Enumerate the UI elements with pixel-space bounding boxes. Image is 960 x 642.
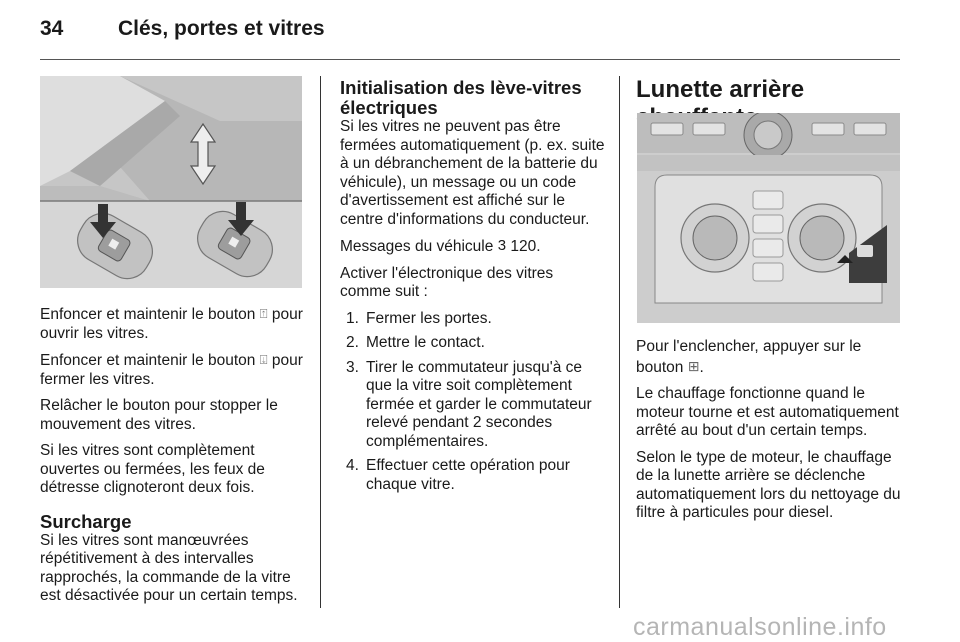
window-switch-illustration — [40, 76, 302, 288]
text-close-b: pour fermer les vitres. — [40, 352, 303, 388]
page-reference-arrow-icon[interactable]: 3 — [497, 237, 507, 254]
rear-window-heating-icon: ⊞ — [687, 357, 700, 374]
text-enable: Pour l'enclencher, appuyer sur le bouton — [636, 338, 862, 376]
column-right-body — [636, 338, 902, 531]
paragraph-vehicle-messages — [340, 237, 605, 257]
text-vehicle-messages: Messages du véhicule — [340, 238, 494, 255]
paragraph-heating-operation: Le chauffage fonctionne quand le moteur tourne et est automatiquement arrêté au bout d'un certain temps. — [636, 385, 899, 439]
header-rule — [40, 59, 900, 60]
step-text: Tirer le commutateur jusqu'à ce que la vitre soit complètement fermée et garder le commutateur relevé pendant 2 secondes complémentaires. — [366, 358, 592, 450]
step-number: 3. — [346, 358, 359, 376]
window-open-switch-icon: ⍐ — [259, 306, 268, 321]
list-item — [340, 359, 605, 452]
step-text: Mettre le contact. — [366, 334, 485, 351]
heading-initialisation: Initialisation des lève-vitres électriques — [340, 77, 582, 118]
column-divider-1 — [320, 76, 321, 608]
paragraph-release: Relâcher le bouton pour stopper le mouvement des vitres. — [40, 397, 278, 433]
paragraph-hazard: Si les vitres sont complètement ouvertes ou fermées, les feux de détresse clignoteront deux fois. — [40, 442, 265, 496]
paragraph-enable — [636, 338, 902, 377]
text-enable-end: . — [699, 358, 704, 376]
list-item — [340, 334, 605, 353]
watermark: carmanualsonline.info — [633, 613, 887, 641]
paragraph-diesel: Selon le type de moteur, le chauffage de la lunette arrière se déclenche automatiquement lors du nettoyage du filtre à particules pour diesel. — [636, 448, 901, 521]
paragraph-close-windows — [40, 351, 308, 389]
text-open-a: Enfoncer et maintenir le bouton — [40, 306, 256, 323]
page-reference-number[interactable]: 120. — [510, 238, 541, 255]
paragraph-open-windows — [40, 305, 308, 343]
step-text: Fermer les portes. — [366, 309, 492, 327]
step-number: 1. — [346, 309, 359, 327]
text-close-a: Enfoncer et maintenir le bouton — [40, 352, 256, 369]
steps-list — [340, 310, 605, 495]
column-left — [40, 305, 308, 614]
step-number: 2. — [346, 334, 359, 351]
paragraph-surcharge: Si les vitres sont manœuvrées répétitivement à des intervalles rapprochés, la commande de la vitre est désactivée pour un certain temps. — [40, 531, 298, 604]
column-divider-2 — [619, 76, 620, 608]
chapter-title: Clés, portes et vitres — [118, 17, 325, 40]
climate-control-illustration — [637, 113, 900, 323]
text-open-b: pour ouvrir les vitres. — [40, 306, 303, 342]
column-middle — [340, 78, 605, 500]
paragraph-initialisation: Si les vitres ne peuvent pas être fermées automatiquement (p. ex. suite à un débranchement de la batterie du véhicule), un message ou un code d'avertissement est affiché sur le centre d'informations du conducteur. — [340, 118, 605, 228]
heading-rear-window-heating: Lunette arrière — [636, 76, 805, 103]
paragraph-activate: Activer l'électronique des vitres comme suit : — [340, 264, 554, 300]
window-close-switch-icon: ⍗ — [259, 352, 268, 367]
page-number: 34 — [40, 17, 64, 40]
heading-surcharge: Surcharge — [40, 510, 132, 532]
list-item — [340, 457, 605, 494]
list-item — [340, 310, 605, 329]
step-number: 4. — [346, 457, 359, 474]
step-text: Effectuer cette opération pour chaque vitre. — [366, 457, 570, 493]
